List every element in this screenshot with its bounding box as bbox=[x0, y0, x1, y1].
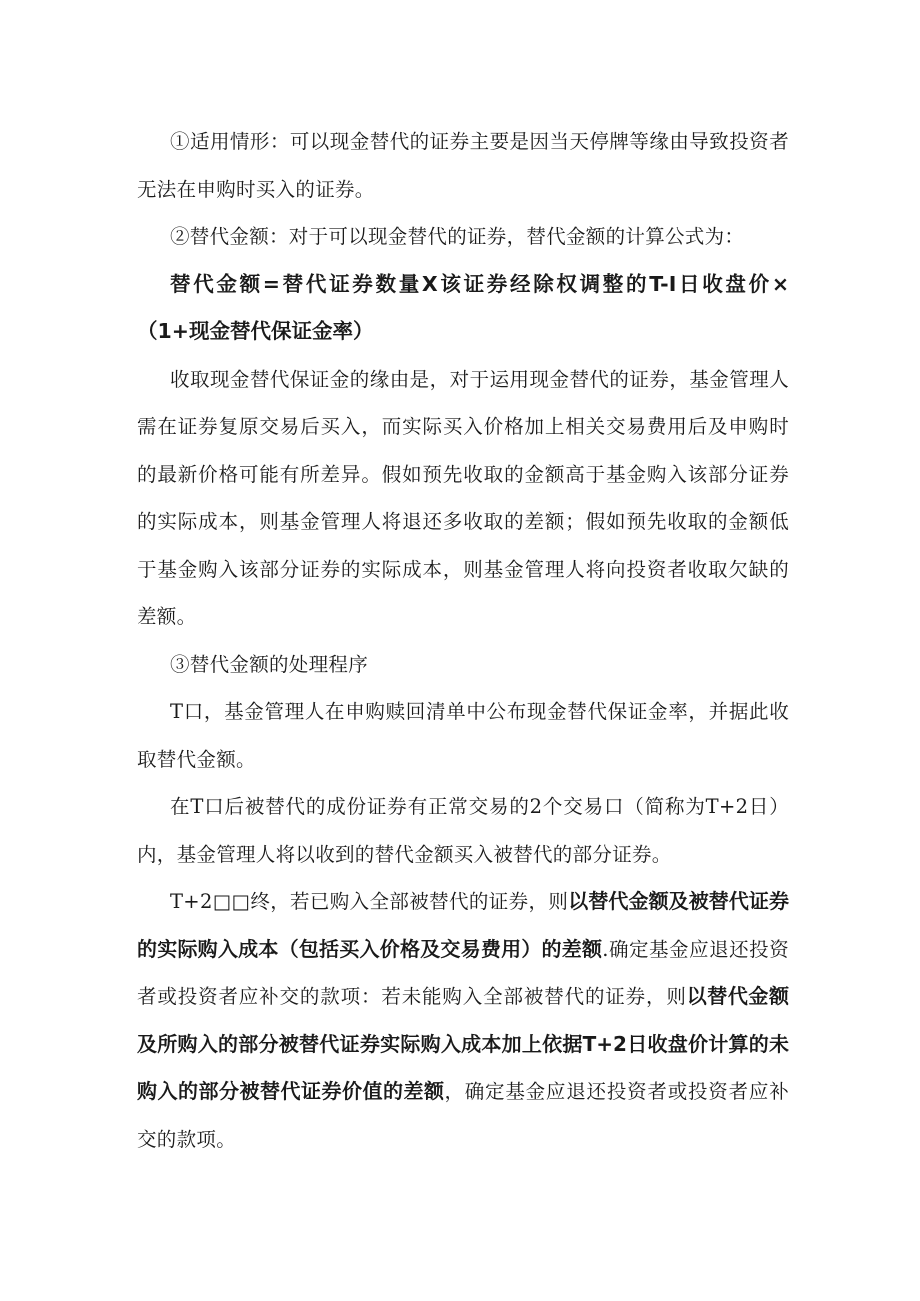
paragraph-t-day: T口，基金管理人在申购赎回清单中公布现金替代保证金率，并据此收取替代金额。 bbox=[137, 700, 789, 771]
segment-plain: .确定基金应退还投资者或投资者应补交的款项：若未能购入全部被替代的证券，则 bbox=[137, 937, 790, 1008]
paragraph-t-plus-2-end bbox=[137, 878, 789, 1163]
segment-bold: 以替代金额及所购入的部分被替代证券实际购入成本加上依据T+2日收盘价计算的未购入的部分被替代证券价值的差额 bbox=[137, 984, 789, 1103]
procedure-heading: ③替代金额的处理程序 bbox=[170, 652, 369, 676]
formula: 替代金额=替代证券数量X该证券经除权调整的T-I日收盘价×（1+现金替代保证金率） bbox=[137, 271, 789, 343]
paragraph-t-plus-2: 在T口后被替代的成份证券有正常交易的2个交易口（简称为T+2日）内，基金管理人将以收到的替代金额买入被替代的部分证券。 bbox=[137, 795, 789, 866]
paragraph-substitution-amount-intro: ②替代金额：对于可以现金替代的证券，替代金额的计算公式为： bbox=[170, 225, 745, 248]
segment-bold: 以替代金额及被替代证券的实际购入成本（包括买入价格及交易费用）的差额 bbox=[137, 889, 790, 961]
segment-plain: T+2□□终，若已购入全部被替代的证券，则 bbox=[170, 890, 569, 913]
paragraph-applicable-situation: ①适用情形：可以现金替代的证券主要是因当天停牌等缘由导致投资者无法在申购时买入的证券。 bbox=[137, 130, 789, 201]
paragraph-margin-reason: 收取现金替代保证金的缘由是，对于运用现金替代的证券，基金管理人需在证券复原交易后买入，而实际买入价格加上相关交易费用后及申购时的最新价格可能有所差异。假如预先收取的金额高于基金购入该部分证券的实际成本，则基金管理人将退还多收取的差额；假如预先收取的金额低于基金购入该部分证券的实际成本，则基金管理人将向投资者收取欠缺的差额。 bbox=[137, 367, 789, 628]
document-page bbox=[137, 118, 789, 1163]
segment-plain: ，确定基金应退还投资者或投资者应补交的款项。 bbox=[137, 1080, 789, 1151]
